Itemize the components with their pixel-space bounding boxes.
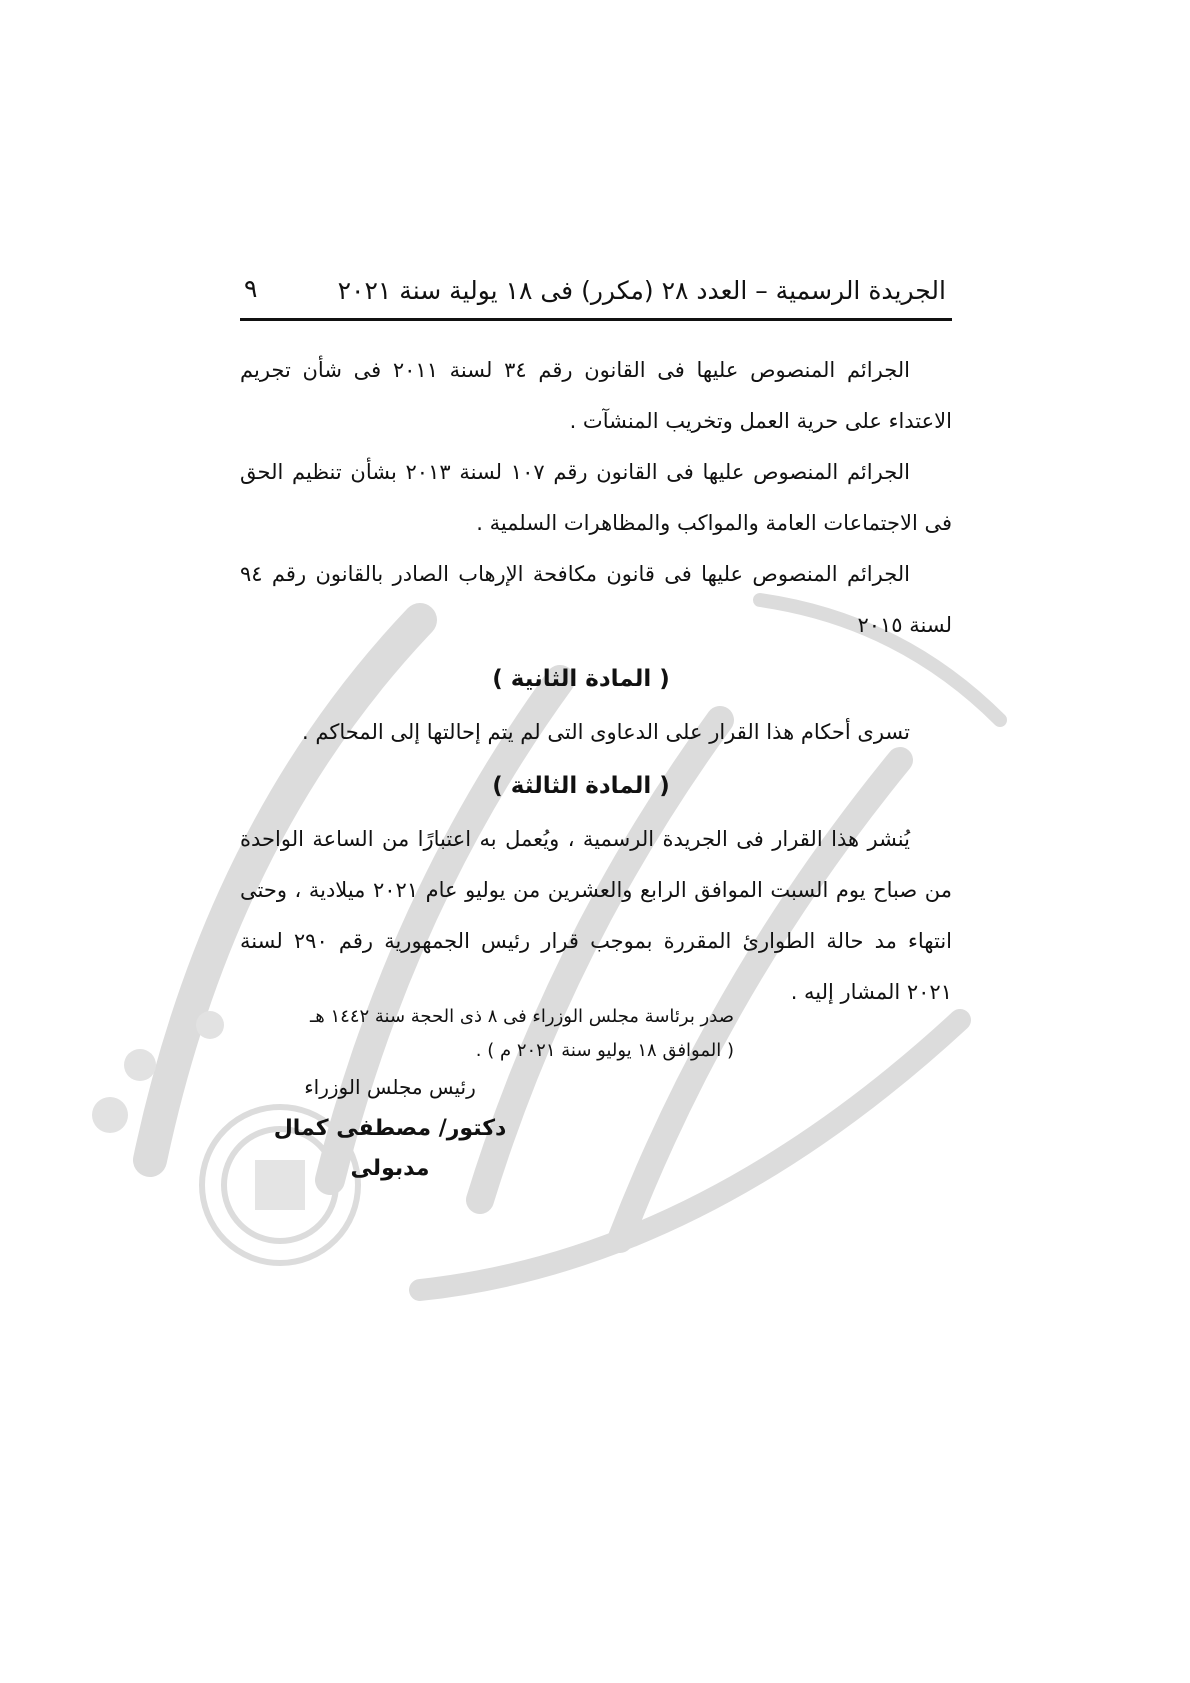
article-2-title: ( المادة الثانية ) bbox=[492, 666, 670, 692]
paragraph-crimes-law-107: الجرائم المنصوص عليها فى القانون رقم ١٠٧ لسنة ٢٠١٣ بشأن تنظيم الحق فى الاجتماعات العامة والمواكب والمظاهرات السلمية . bbox=[240, 460, 952, 535]
article-3-text: يُنشر هذا القرار فى الجريدة الرسمية ، ويُعمل به اعتبارًا من الساعة الواحدة من صباح يوم السبت الموافق الرابع والعشرين من يوليو عام ٢٠٢١ ميلادية ، وحتى انتهاء مد حالة الطوارئ المقررة بموجب قرار رئيس الجمهورية رقم ٢٩٠ لسنة ٢٠٢١ المشار إليه . bbox=[240, 827, 953, 1004]
signature-name: دكتور/ مصطفى كمال مدبولى bbox=[273, 1116, 507, 1181]
document-body bbox=[240, 345, 952, 1018]
paragraph-crimes-law-34: الجرائم المنصوص عليها فى القانون رقم ٣٤ لسنة ٢٠١١ فى شأن تجريم الاعتداء على حرية العمل وتخريب المنشآت . bbox=[240, 358, 952, 433]
signature-role: رئيس مجلس الوزراء bbox=[304, 1075, 476, 1099]
page-number: ٩ bbox=[244, 274, 258, 303]
issuance-date-hijri: صدر برئاسة مجلس الوزراء فى ٨ ذى الحجة سنة ١٤٤٢ هـ bbox=[310, 1006, 734, 1027]
paragraph-crimes-law-94: الجرائم المنصوص عليها فى قانون مكافحة الإرهاب الصادر بالقانون رقم ٩٤ لسنة ٢٠١٥ bbox=[240, 562, 952, 637]
gazette-header bbox=[240, 268, 952, 321]
signature-block bbox=[240, 1065, 540, 1189]
article-3-title: ( المادة الثالثة ) bbox=[492, 773, 670, 799]
header-title: الجريدة الرسمية – العدد ٢٨ (مكرر) فى ١٨ يولية سنة ٢٠٢١ bbox=[337, 276, 946, 305]
issuance-date-gregorian: ( الموافق ١٨ يوليو سنة ٢٠٢١ م ) . bbox=[475, 1040, 734, 1061]
article-2-text: تسرى أحكام هذا القرار على الدعاوى التى لم يتم إحالتها إلى المحاكم . bbox=[302, 720, 910, 744]
issuance-block bbox=[274, 1000, 734, 1068]
